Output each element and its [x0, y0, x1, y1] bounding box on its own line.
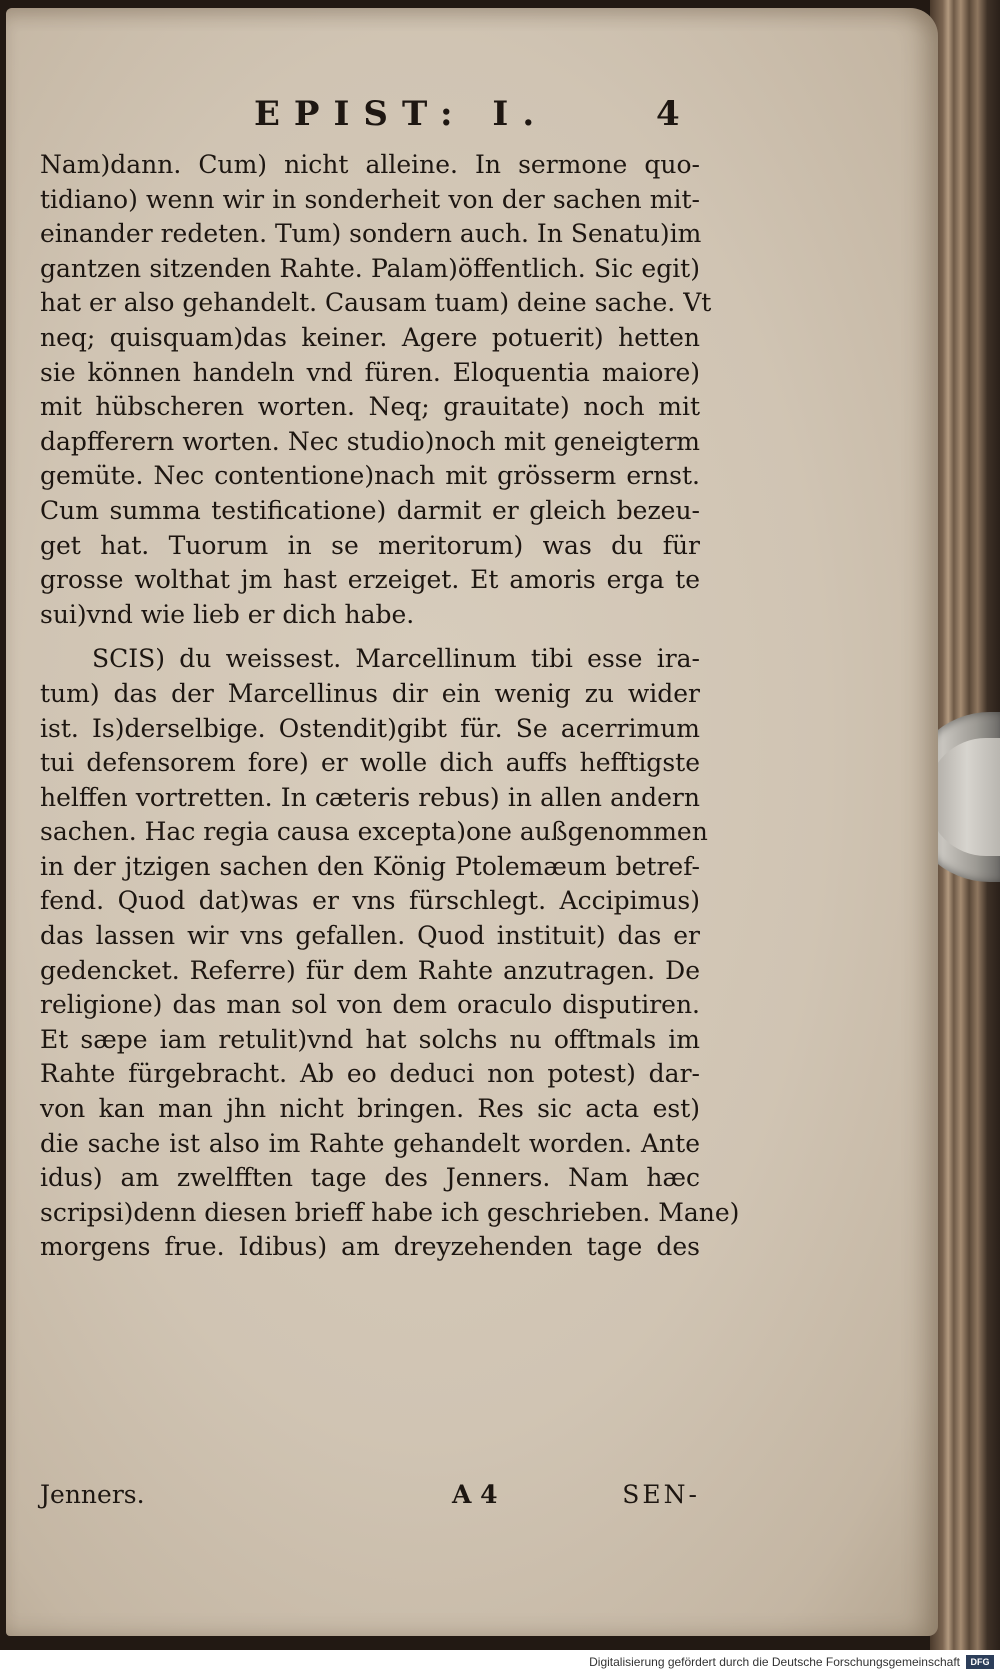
text-line: Nam)dann. Cum) nicht alleine. In sermone quo- [40, 150, 700, 179]
footer-last-word: Jenners. [40, 1480, 145, 1509]
text-line: gedencket. Referre) für dem Rahte anzutragen. De [40, 955, 700, 985]
credit-bar [0, 1650, 1000, 1674]
catchword: SEN- [622, 1480, 700, 1509]
text-line: hat er also gehandelt. Causam tuam) deine sache. Vt [40, 288, 712, 318]
text-line: Rahte fürgebracht. Ab eo deduci non potest) dar- [40, 1059, 700, 1089]
signature-mark: A 4 [452, 1480, 498, 1509]
text-line: neq; quisquam)das keiner. Agere potuerit) hetten [40, 322, 700, 352]
text-line: get hat. Tuorum in se meritorum) was du für [40, 530, 700, 560]
text-line: idus) am zwelfften tage des Jenners. Nam hæc [40, 1163, 700, 1193]
page-footer [40, 1480, 700, 1520]
text-line: tui defensorem fore) er wolle dich auffs hefftigste [40, 748, 700, 778]
text-line: sui)vnd wie lieb er dich habe. [40, 599, 415, 629]
text-line: die sache ist also im Rahte gehandelt worden. Ante [40, 1128, 700, 1158]
text-line: von kan man jhn nicht bringen. Res sic acta est) [40, 1094, 700, 1124]
text-line: Et sæpe iam retulit)vnd hat solchs nu offtmals im [40, 1024, 700, 1054]
text-line: scripsi)denn diesen brieff habe ich geschrieben. Mane) [40, 1197, 740, 1227]
text-line: das lassen wir vns gefallen. Quod instituit) das er [40, 921, 700, 951]
text-line: dapfferern worten. Nec studio)noch mit geneigterm [40, 426, 700, 456]
text-line: einander redeten. Tum) sondern auch. In Senatu)im [40, 219, 702, 249]
text-line: in der jtzigen sachen den König Ptolemæum betref- [40, 851, 700, 881]
text-line: religione) das man sol von dem oraculo disputiren. [40, 990, 700, 1020]
paragraph-2 [40, 642, 740, 1265]
text-line: helffen vortretten. In cæteris rebus) in allen andern [40, 782, 700, 812]
folio-number: 4 [656, 94, 680, 134]
credit-text: Digitalisierung gefördert durch die Deutsche Forschungsgemeinschaft [589, 1655, 960, 1669]
running-head: EPIST: I. [254, 94, 549, 134]
text-line: fend. Quod dat)was er vns fürschlegt. Accipimus) [40, 886, 700, 916]
text-line: mit hübscheren worten. Neq; grauitate) noch mit [40, 392, 700, 422]
text-block [40, 148, 740, 1265]
text-line: SCIS) du weissest. Marcellinum tibi esse ira- [92, 644, 700, 674]
text-line: grosse wolthat jm hast erzeiget. Et amoris erga te [40, 565, 700, 595]
paragraph-1 [40, 148, 712, 632]
text-line: tum) das der Marcellinus dir ein wenig zu wider [40, 678, 700, 708]
dfg-logo-icon: DFG [966, 1655, 994, 1669]
text-line: sachen. Hac regia causa excepta)one außgenommen [40, 817, 708, 847]
text-line: ist. Is)derselbige. Ostendit)gibt für. Se acerrimum [40, 713, 700, 743]
text-line: Cum summa testificatione) darmit er gleich bezeu- [40, 495, 700, 525]
text-line: sie können handeln vnd füren. Eloquentia maiore) [40, 357, 700, 387]
text-line: gantzen sitzenden Rahte. Palam)öffentlich. Sic egit) [40, 253, 700, 283]
book-page [6, 8, 938, 1636]
paragraph-break [40, 632, 700, 642]
text-line: gemüte. Nec contentione)nach mit grösserm ernst. [40, 461, 700, 491]
text-line: morgens frue. Idibus) am dreyzehenden tage des [40, 1232, 700, 1262]
page-header [6, 94, 938, 144]
text-line: tidiano) wenn wir in sonderheit von der sachen mit- [40, 184, 700, 214]
